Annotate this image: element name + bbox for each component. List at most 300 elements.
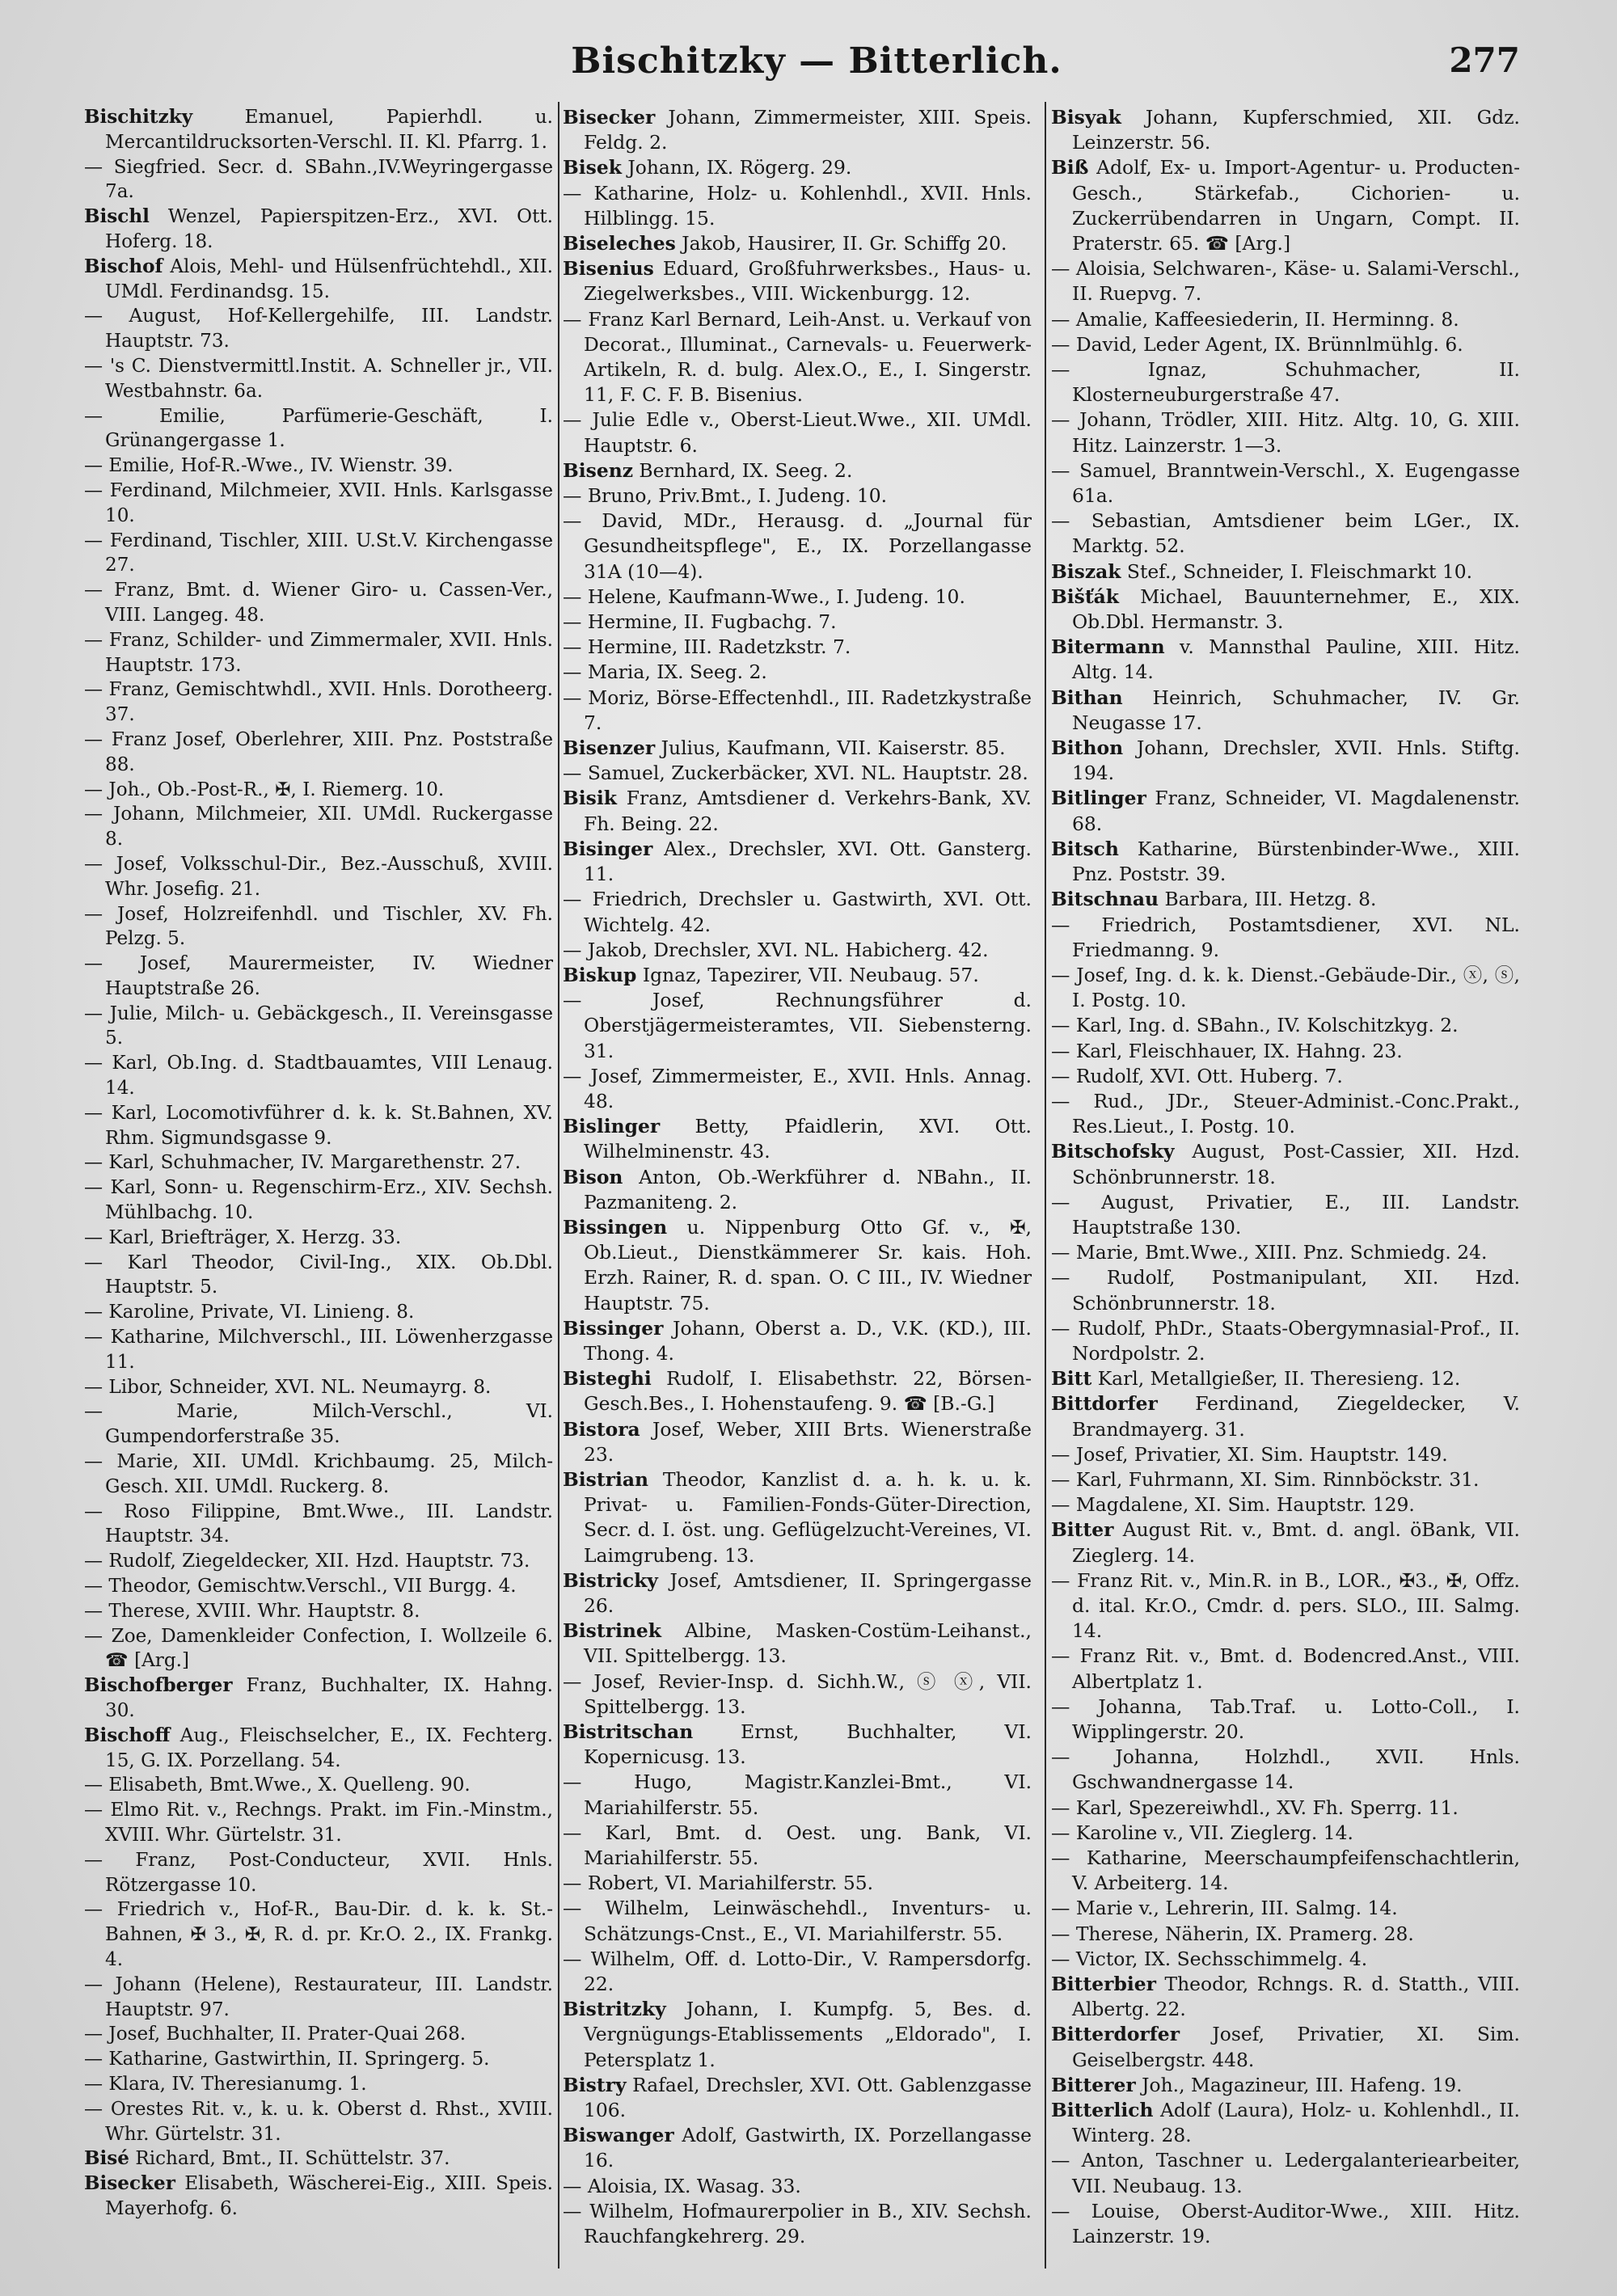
entry-surname: Biskup — [563, 963, 637, 986]
directory-entry — [84, 105, 553, 155]
entry-details: — Karoline, Private, VI. Linieng. 8. — [84, 1302, 415, 1323]
entry-details: v. Mannsthal Pauline, XIII. Hitz. Altg. 14. — [1072, 635, 1520, 684]
entry-details: — Friedrich, Drechsler u. Gastwirth, XVI. Ott. Wichtelg. 42. — [563, 888, 1032, 936]
directory-entry — [84, 2097, 553, 2147]
directory-entry — [84, 1798, 553, 1848]
entry-surname: Bisenz — [563, 458, 633, 482]
entry-details: — Julie, Milch- u. Gebäckgesch., II. Vereinsgasse 5. — [84, 1002, 553, 1049]
entry-details: — Johann, Milchmeier, XII. UMdl. Ruckergasse 8. — [84, 804, 553, 850]
directory-entry — [1051, 2199, 1520, 2249]
directory-entry — [1051, 1039, 1520, 1064]
entry-details: Franz, Schneider, VI. Magdalenenstr. 68. — [1072, 787, 1520, 835]
entry-details: Ernst, Buchhalter, VI. Kopernicusg. 13. — [584, 1720, 1032, 1769]
directory-entry — [84, 852, 553, 902]
entry-details: — Katharine, Meerschaumpfeifenschachtlerin, V. Arbeiterg. 14. — [1051, 1847, 1520, 1895]
directory-entry — [1051, 686, 1520, 736]
directory-entry — [84, 1450, 553, 1500]
directory-entry — [563, 1316, 1032, 1366]
entry-surname: Bisenius — [563, 257, 654, 281]
directory-entry — [1051, 1240, 1520, 1265]
entry-details: — Karoline v., VII. Zieglerg. 14. — [1051, 1821, 1353, 1844]
entry-surname: Biß — [1051, 156, 1089, 179]
page-header — [113, 36, 1520, 92]
entry-details: Adolf, Gastwirth, IX. Porzellangasse 16. — [584, 2124, 1032, 2172]
entry-details: — 's C. Dienstvermittl.Instit. A. Schneller jr., VII. Westbahnstr. 6a. — [84, 355, 553, 402]
entry-details: Josef, Amtsdiener, II. Springergasse 26. — [584, 1568, 1032, 1617]
directory-entry — [1051, 837, 1520, 887]
entry-details: — Jakob, Drechsler, XVI. NL. Habicherg. 42. — [563, 938, 989, 961]
entry-details: Theodor, Kanzlist d. a. h. k. u. k. Privat- u. Familien-Fonds-Güter-Direction, Secr. d. I. öst. ung. Geflügelzucht-Vereines, VI. Laimgrubeng. 13. — [584, 1467, 1032, 1567]
entry-details: — Josef, Volksschul-Dir., Bez.-Ausschuß, XVIII. Whr. Josefig. 21. — [84, 853, 553, 900]
entry-details: Rudolf, I. Elisabethstr. 22, Börsen-Gesch.Bes., I. Hohenstaufeng. 9. ☎ [B.-G.] — [584, 1367, 1032, 1416]
entry-details: — Karl, Fleischhauer, IX. Hahng. 23. — [1051, 1039, 1403, 1062]
entry-surname: Bitschofsky — [1051, 1140, 1175, 1163]
entry-surname: Bithon — [1051, 736, 1124, 760]
directory-entry — [563, 963, 1032, 988]
directory-entry — [563, 761, 1032, 786]
entry-details: — David, MDr., Herausg. d. „Journal für Gesundheitspflege", E., IX. Porzellangasse 31A (10—4). — [563, 509, 1032, 583]
directory-column-3 — [1051, 105, 1520, 2249]
directory-entry — [84, 1574, 553, 1599]
directory-entry — [1051, 407, 1520, 458]
directory-entry — [1051, 1089, 1520, 1139]
directory-entry — [84, 354, 553, 404]
directory-entry — [1051, 786, 1520, 836]
entry-surname: Bisek — [563, 156, 622, 179]
entry-details: — Maria, IX. Seeg. 2. — [563, 661, 767, 684]
entry-details: Johann, I. Kumpfg. 5, Bes. d. Vergnügungs-Etablissements „Eldorado", I. Petersplatz 1. — [584, 1998, 1032, 2071]
directory-entry — [563, 1997, 1032, 2073]
entry-details: — Karl, Spezereiwhdl., XV. Fh. Sperrg. 11. — [1051, 1796, 1459, 1819]
directory-entry — [1051, 357, 1520, 407]
entry-details: — Samuel, Zuckerbäcker, XVI. NL. Hauptstr. 28. — [563, 762, 1028, 785]
directory-entry — [84, 778, 553, 803]
directory-entry — [84, 1773, 553, 1798]
entry-details: Stef., Schneider, I. Fleischmarkt 10. — [1121, 559, 1473, 583]
directory-entry — [84, 728, 553, 778]
directory-entry — [1051, 1391, 1520, 1441]
entry-details: — Emilie, Hof-R.-Wwe., IV. Wienstr. 39. — [84, 455, 454, 477]
entry-details: — Louise, Oberst-Auditor-Wwe., XIII. Hitz. Lainzerstr. 19. — [1051, 2199, 1520, 2248]
entry-details: — Emilie, Parfümerie-Geschäft, I. Grünangergasse 1. — [84, 405, 553, 452]
entry-surname: Bisyak — [1051, 106, 1121, 129]
entry-details: — Franz, Bmt. d. Wiener Giro- u. Cassen-Ver., VIII. Langeg. 48. — [84, 580, 553, 626]
directory-entry — [84, 2171, 553, 2222]
directory-entry — [1051, 1467, 1520, 1492]
directory-entry — [1051, 1064, 1520, 1089]
entry-details: August, Post-Cassier, XII. Hzd. Schönbrunnerstr. 18. — [1072, 1140, 1520, 1188]
entry-details: Albine, Masken-Costüm-Leihanst., VII. Spittelbergg. 13. — [584, 1619, 1032, 1668]
entry-surname: Bisenzer — [563, 736, 656, 760]
directory-entry — [563, 938, 1032, 963]
directory-entry — [1051, 1190, 1520, 1240]
entry-surname: Bistricky — [563, 1568, 658, 1592]
entry-details: Emanuel, Papierhdl. u. Mercantildrucksorten-Verschl. II. Kl. Pfarrg. 1. — [105, 107, 553, 153]
entry-details: Michael, Bauunternehmer, E., XIX. Ob.Dbl. Hermanstr. 3. — [1072, 585, 1520, 634]
entry-details: — Josef, Zimmermeister, E., XVII. Hnls. Annag. 48. — [563, 1064, 1032, 1112]
directory-entry — [1051, 963, 1520, 1013]
entry-details: — Josef, Holzreifenhdl. und Tischler, XV. Fh. Pelzg. 5. — [84, 903, 553, 950]
entry-details: — Josef, Revier-Insp. d. Sichh.W., ⓢ ⓧ, VII. Spittelbergg. 13. — [563, 1669, 1032, 1718]
directory-entry — [84, 2022, 553, 2047]
entry-details: — David, Leder Agent, IX. Brünnlmühlg. 6. — [1051, 332, 1463, 356]
entry-details: — August, Privatier, E., III. Landstr. Hauptstraße 130. — [1051, 1190, 1520, 1239]
entry-surname: Biseleches — [563, 232, 676, 255]
entry-details: Barbara, III. Hetzg. 8. — [1159, 888, 1377, 911]
entry-details: — Josef, Ing. d. k. k. Dienst.-Gebäude-Dir., ⓧ, ⓢ, I. Postg. 10. — [1051, 963, 1520, 1012]
entry-surname: Bistrian — [563, 1467, 649, 1491]
directory-entry — [1051, 1492, 1520, 1517]
entry-details: Katharine, Bürstenbinder-Wwe., XIII. Pnz. Poststr. 39. — [1072, 837, 1520, 886]
directory-entry — [1051, 1366, 1520, 1391]
directory-entry — [563, 1947, 1032, 1997]
entry-details: Johann, Oberst a. D., V.K. (KD.), III. Thong. 4. — [584, 1316, 1032, 1365]
directory-entry — [84, 578, 553, 628]
entry-surname: Bison — [563, 1165, 623, 1188]
directory-entry — [84, 1226, 553, 1251]
directory-entry — [563, 1720, 1032, 1770]
entry-surname: Bitt — [1051, 1367, 1092, 1391]
entry-details: Alex., Drechsler, XVI. Ott. Gansterg. 11. — [584, 837, 1032, 886]
page-title: Bischitzky — Bitterlich. — [571, 40, 1062, 82]
entry-details: Johann, IX. Rögerg. 29. — [621, 156, 852, 179]
directory-entry — [563, 1619, 1032, 1669]
entry-details: Anton, Ob.-Werkführer d. NBahn., II. Pazmaniteng. 2. — [584, 1165, 1032, 1213]
directory-entry — [1051, 1972, 1520, 2022]
entry-surname: Bischofberger — [84, 1674, 233, 1697]
directory-entry — [563, 660, 1032, 685]
directory-entry — [84, 1051, 553, 1101]
entry-surname: Bitermann — [1051, 635, 1165, 659]
entry-details: Richard, Bmt., II. Schüttelstr. 37. — [129, 2148, 450, 2170]
directory-entry — [563, 2073, 1032, 2123]
entry-details: u. Nippenburg Otto Gf. v., ✠, Ob.Lieut., Dienstkämmerer Sr. kais. Hoh. Erzh. Rainer, R. d. span. O. C III., IV. Wiedner Hauptstr. 75. — [584, 1215, 1032, 1315]
entry-surname: Bisteghi — [563, 1367, 652, 1391]
directory-entry — [1051, 736, 1520, 786]
entry-details: — Samuel, Branntwein-Verschl., X. Eugengasse 61a. — [1051, 458, 1520, 508]
entry-details: — Karl Theodor, Civil-Ing., XIX. Ob.Dbl. Hauptstr. 5. — [84, 1251, 553, 1298]
entry-details: — Theodor, Gemischtw.Verschl., VII Burgg. 4. — [84, 1576, 517, 1597]
entry-surname: Biszak — [1051, 559, 1121, 583]
directory-entry — [84, 1251, 553, 1301]
directory-entry — [563, 1165, 1032, 1215]
directory-entry — [84, 255, 553, 305]
entry-surname: Bistry — [563, 2073, 627, 2096]
directory-entry — [563, 2199, 1032, 2249]
entry-details: — Rudolf, PhDr., Staats-Obergymnasial-Prof., II. Nordpolstr. 2. — [1051, 1316, 1520, 1365]
entry-details: — Josef, Rechnungsführer d. Oberstjägermeisteramtes, VII. Siebensterng. 31. — [563, 989, 1032, 1062]
directory-entry — [84, 155, 553, 205]
directory-entry — [84, 1399, 553, 1450]
entry-details: — Bruno, Priv.Bmt., I. Judeng. 10. — [563, 484, 888, 508]
entry-details: Joh., Magazineur, III. Hafeng. 19. — [1135, 2073, 1463, 2096]
entry-details: — Rud., JDr., Steuer-Administ.-Conc.Prakt., Res.Lieut., I. Postg. 10. — [1051, 1089, 1520, 1138]
entry-details: — Karl, Schuhmacher, IV. Margarethenstr. 27. — [84, 1152, 521, 1174]
entry-details: — Helene, Kaufmann-Wwe., I. Judeng. 10. — [563, 585, 965, 608]
directory-entry — [84, 404, 553, 454]
entry-details: — Anton, Taschner u. Ledergalanteriearbeiter, VII. Neubaug. 13. — [1051, 2149, 1520, 2197]
directory-entry — [84, 1673, 553, 1724]
directory-entry — [1051, 635, 1520, 685]
entry-details: — Johanna, Tab.Traf. u. Lotto-Coll., I. Wipplingerstr. 20. — [1051, 1695, 1520, 1743]
entry-details: — Wilhelm, Off. d. Lotto-Dir., V. Rampersdorfg. 22. — [563, 1947, 1032, 1996]
column-divider — [1045, 102, 1046, 2269]
directory-entry — [1051, 1695, 1520, 1745]
entry-surname: Bitschnau — [1051, 888, 1159, 911]
entry-details: Josef, Weber, XIII Brts. Wienerstraße 23. — [584, 1417, 1032, 1466]
entry-surname: Bisik — [563, 787, 617, 810]
entry-details: — August, Hof-Kellergehilfe, III. Landstr. Hauptstr. 73. — [84, 306, 553, 352]
entry-details: — Rudolf, Ziegeldecker, XII. Hzd. Hauptstr. 73. — [84, 1551, 530, 1572]
entry-details: — Sebastian, Amtsdiener beim LGer., IX. Marktg. 52. — [1051, 509, 1520, 558]
entry-details: — Aloisia, IX. Wasag. 33. — [563, 2174, 801, 2197]
directory-entry — [1051, 155, 1520, 256]
entry-details: Alois, Mehl- und Hülsenfrüchtehdl., XII. UMdl. Ferdinandsg. 15. — [105, 255, 553, 302]
directory-entry — [563, 585, 1032, 610]
entry-details: — Karl, Briefträger, X. Herzg. 33. — [84, 1226, 402, 1248]
entry-details: — Magdalene, XI. Sim. Hauptstr. 129. — [1051, 1493, 1415, 1517]
directory-entry — [563, 458, 1032, 483]
entry-details: — Julie Edle v., Oberst-Lieut.Wwe., XII. UMdl. Hauptstr. 6. — [563, 408, 1032, 457]
directory-entry — [1051, 585, 1520, 635]
entry-surname: Bistrinek — [563, 1619, 661, 1643]
directory-entry — [84, 1150, 553, 1175]
entry-details: Johann, Drechsler, XVII. Hnls. Stiftg. 194. — [1072, 736, 1520, 785]
directory-entry — [563, 837, 1032, 887]
entry-details: — Aloisia, Selchwaren-, Käse- u. Salami-Verschl., II. Ruepvg. 7. — [1051, 257, 1520, 306]
entry-surname: Bitterbier — [1051, 1973, 1156, 1996]
entry-surname: Bitsch — [1051, 837, 1119, 860]
entry-surname: Bitterer — [1051, 2073, 1136, 2096]
directory-entry — [563, 155, 1032, 180]
directory-entry — [563, 407, 1032, 458]
entry-surname: Bistritschan — [563, 1720, 694, 1743]
entry-details: — Friedrich v., Hof-R., Bau-Dir. d. k. k. St.-Bahnen, ✠ 3., ✠, R. d. pr. Kr.O. 2., IX. Frankg. 4. — [84, 1899, 553, 1970]
directory-entry — [563, 1669, 1032, 1720]
entry-details: Ignaz, Tapezirer, VII. Neubaug. 57. — [636, 963, 979, 986]
entry-details: Johann, Zimmermeister, XIII. Speis. Feldg. 2. — [584, 106, 1032, 154]
entry-details: Aug., Fleischselcher, E., IX. Fechterg. 15, G. IX. Porzellang. 54. — [105, 1724, 553, 1771]
directory-entry — [1051, 1821, 1520, 1846]
entry-surname: Bisinger — [563, 837, 653, 860]
entry-details: — Klara, IV. Theresianumg. 1. — [84, 2073, 367, 2095]
entry-details: — Katharine, Gastwirthin, II. Springerg. 5. — [84, 2049, 490, 2070]
directory-entry — [563, 1896, 1032, 1946]
directory-entry — [563, 786, 1032, 836]
entry-details: — Franz, Post-Conducteur, XVII. Hnls. Rötzergasse 10. — [84, 1849, 553, 1896]
entry-details: Wenzel, Papierspitzen-Erz., XVI. Ott. Hoferg. 18. — [105, 206, 553, 252]
directory-entry — [1051, 1517, 1520, 1568]
directory-entry — [563, 181, 1032, 231]
directory-entry — [84, 1848, 553, 1898]
directory-entry — [563, 988, 1032, 1064]
directory-entry — [563, 686, 1032, 736]
entry-surname: Bischitzky — [84, 106, 193, 128]
directory-entry — [84, 952, 553, 1002]
entry-surname: Bischof — [84, 255, 163, 277]
entry-details: — Franz Josef, Oberlehrer, XIII. Pnz. Poststraße 88. — [84, 728, 553, 775]
directory-entry — [1051, 559, 1520, 585]
directory-entry — [563, 2174, 1032, 2199]
directory-column-2 — [563, 105, 1032, 2249]
entry-details: — Franz Karl Bernard, Leih-Anst. u. Verkauf von Decorat., Illuminat., Carnevals- u. Feuerwerk-Artikeln, R. d. bulg. Alex.O., E., I. Singerstr. 11, F. C. F. B. Bisenius. — [563, 307, 1032, 407]
directory-entry — [1051, 1796, 1520, 1821]
directory-entry — [84, 1624, 553, 1674]
directory-entry — [1051, 509, 1520, 559]
entry-surname: Bistritzky — [563, 1998, 666, 2021]
entry-details: — Joh., Ob.-Post-R., ✠, I. Riemerg. 10. — [84, 779, 445, 800]
entry-details: — Elmo Rit. v., Rechngs. Prakt. im Fin.-Minstm., XVIII. Whr. Gürtelstr. 31. — [84, 1800, 553, 1846]
entry-details: Elisabeth, Wäscherei-Eig., XIII. Speis. Mayerhofg. 6. — [105, 2173, 553, 2219]
directory-entry — [1051, 1644, 1520, 1694]
entry-details: — Marie, Milch-Verschl., VI. Gumpendorferstraße 35. — [84, 1401, 553, 1448]
entry-surname: Bistora — [563, 1417, 640, 1441]
entry-details: — Roso Filippine, Bmt.Wwe., III. Landstr. Hauptstr. 34. — [84, 1500, 553, 1547]
directory-entry — [563, 2123, 1032, 2173]
directory-entry — [1051, 105, 1520, 155]
entry-details: — Marie, Bmt.Wwe., XIII. Pnz. Schmiedg. 24. — [1051, 1241, 1488, 1264]
directory-entry — [563, 105, 1032, 155]
entry-details: — Johann, Trödler, XIII. Hitz. Altg. 10, G. XIII. Hitz. Lainzerstr. 1—3. — [1051, 408, 1520, 457]
entry-details: — Rudolf, XVI. Ott. Huberg. 7. — [1051, 1064, 1343, 1087]
directory-entry — [1051, 1265, 1520, 1315]
column-divider — [558, 102, 559, 2269]
directory-entry — [1051, 332, 1520, 357]
entry-surname: Bittdorfer — [1051, 1392, 1158, 1416]
entry-details: Karl, Metallgießer, II. Theresieng. 12. — [1091, 1367, 1461, 1391]
entry-details: — Victor, IX. Sechsschimmelg. 4. — [1051, 1947, 1368, 1970]
entry-details: — Katharine, Milchverschl., III. Löwenherzgasse 11. — [84, 1327, 553, 1373]
directory-entry — [563, 1114, 1032, 1164]
directory-entry — [84, 1599, 553, 1624]
entry-details: Ferdinand, Ziegeldecker, V. Brandmayerg. 31. — [1072, 1392, 1520, 1441]
entry-details: — Hermine, III. Radetzkstr. 7. — [563, 635, 851, 659]
directory-entry — [84, 205, 553, 255]
directory-entry — [84, 1325, 553, 1375]
entry-details: — Marie v., Lehrerin, III. Salmg. 14. — [1051, 1897, 1398, 1920]
entry-details: — Hugo, Magistr.Kanzlei-Bmt., VI. Mariahilferstr. 55. — [563, 1771, 1032, 1819]
directory-entry — [1051, 1846, 1520, 1896]
entry-details: August Rit. v., Bmt. d. angl. öBank, VII. Zieglerg. 14. — [1072, 1518, 1520, 1567]
entry-details: Franz, Buchhalter, IX. Hahng. 30. — [105, 1675, 553, 1721]
directory-entry — [1051, 1139, 1520, 1189]
entry-details: Theodor, Rchngs. R. d. Statth., VIII. Albertg. 22. — [1072, 1973, 1520, 2021]
directory-entry — [563, 736, 1032, 761]
entry-details: — Katharine, Holz- u. Kohlenhdl., XVII. Hnls. Hilblingg. 15. — [563, 181, 1032, 230]
entry-details: — Wilhelm, Leinwäschehdl., Inventurs- u. Schätzungs-Cnst., E., VI. Mariahilferstr. 55. — [563, 1897, 1032, 1945]
entry-details: Josef, Privatier, XI. Sim. Geiselbergstr. 448. — [1072, 2023, 1520, 2071]
directory-entry — [1051, 256, 1520, 306]
directory-entry — [1051, 887, 1520, 912]
directory-entry — [563, 256, 1032, 306]
entry-details: — Karl, Fuhrmann, XI. Sim. Rinnböckstr. 31. — [1051, 1467, 1480, 1491]
directory-entry — [563, 1568, 1032, 1619]
entry-details: — Johann (Helene), Restaurateur, III. Landstr. Hauptstr. 97. — [84, 1973, 553, 2020]
entry-surname: Bitterlich — [1051, 2099, 1154, 2122]
directory-entry — [563, 1821, 1032, 1871]
entry-details: Adolf (Laura), Holz- u. Kohlenhdl., II. Winterg. 28. — [1072, 2099, 1520, 2147]
entry-surname: Bissinger — [563, 1316, 664, 1340]
entry-details: — Karl, Ing. d. SBahn., IV. Kolschitzkyg. 2. — [1051, 1014, 1459, 1037]
directory-entry — [1051, 2098, 1520, 2148]
entry-details: — Libor, Schneider, XVI. NL. Neumayrg. 8. — [84, 1376, 492, 1398]
directory-entry — [1051, 1947, 1520, 1972]
entry-details: — Ferdinand, Milchmeier, XVII. Hnls. Karlsgasse 10. — [84, 479, 553, 526]
directory-entry — [1051, 2148, 1520, 2198]
entry-details: — Franz Rit. v., Min.R. in B., LOR., ✠3., ✠, Offz. d. ital. Kr.O., Cmdr. d. pers. SLO., III. Salmg. 14. — [1051, 1568, 1520, 1643]
directory-entry — [1051, 2022, 1520, 2072]
directory-entry — [1051, 1013, 1520, 1038]
entry-surname: Bitter — [1051, 1518, 1114, 1542]
directory-entry — [563, 509, 1032, 585]
directory-entry — [84, 677, 553, 728]
entry-details: Heinrich, Schuhmacher, IV. Gr. Neugasse 17. — [1072, 686, 1520, 734]
entry-details: — Friedrich, Postamtsdiener, XVI. NL. Friedmanng. 9. — [1051, 913, 1520, 961]
entry-surname: Bitlinger — [1051, 787, 1146, 810]
directory-entry — [563, 1366, 1032, 1416]
entry-surname: Bislinger — [563, 1115, 661, 1138]
directory-entry — [84, 304, 553, 354]
directory-entry — [84, 1897, 553, 1972]
directory-entry — [84, 2146, 553, 2171]
entry-details: Rafael, Drechsler, XVI. Ott. Gablenzgasse 106. — [584, 2073, 1032, 2122]
entry-details: — Josef, Maurermeister, IV. Wiedner Hauptstraße 26. — [84, 953, 553, 999]
directory-entry — [563, 887, 1032, 937]
entry-surname: Bisé — [84, 2147, 129, 2170]
entry-details: Julius, Kaufmann, VII. Kaiserstr. 85. — [655, 736, 1006, 760]
directory-entry — [84, 1549, 553, 1574]
entry-details: — Josef, Buchhalter, II. Prater-Quai 268. — [84, 2024, 467, 2045]
directory-entry — [1051, 1745, 1520, 1795]
directory-entry — [84, 1724, 553, 1774]
entry-details: — Karl, Bmt. d. Oest. ung. Bank, VI. Mariahilferstr. 55. — [563, 1821, 1032, 1870]
directory-entry — [1051, 458, 1520, 509]
entry-details: — Siegfried. Secr. d. SBahn.,IV.Weyringergasse 7a. — [84, 156, 553, 203]
entry-surname: Bitterdorfer — [1051, 2023, 1180, 2046]
page-number: 277 — [1449, 40, 1520, 80]
entry-details: — Marie, XII. UMdl. Krichbaumg. 25, Milch-Gesch. XII. UMdl. Ruckerg. 8. — [84, 1451, 553, 1497]
entry-details: — Elisabeth, Bmt.Wwe., X. Quelleng. 90. — [84, 1775, 471, 1796]
directory-entry — [563, 307, 1032, 408]
directory-entry — [563, 1417, 1032, 1467]
entry-surname: Biswanger — [563, 2124, 674, 2147]
entry-surname: Bischoff — [84, 1724, 171, 1746]
directory-entry — [1051, 307, 1520, 332]
entry-surname: Bišťák — [1051, 585, 1119, 608]
directory-entry — [563, 1064, 1032, 1114]
directory-entry — [1051, 1568, 1520, 1644]
directory-entry — [84, 1175, 553, 1226]
directory-entry — [84, 1500, 553, 1550]
entry-details: — Orestes Rit. v., k. u. k. Oberst d. Rhst., XVIII. Whr. Gürtelstr. 31. — [84, 2098, 553, 2145]
directory-entry — [1051, 1442, 1520, 1467]
directory-entry — [84, 454, 553, 479]
entry-details: — Josef, Privatier, XI. Sim. Hauptstr. 149. — [1051, 1442, 1448, 1466]
directory-entry — [84, 628, 553, 678]
entry-surname: Bischl — [84, 205, 150, 228]
entry-details: Jakob, Hausirer, II. Gr. Schiffg 20. — [675, 232, 1007, 255]
entry-details: — Johanna, Holzhdl., XVII. Hnls. Gschwandnergasse 14. — [1051, 1745, 1520, 1794]
entry-details: — Moriz, Börse-Effectenhdl., III. Radetzkystraße 7. — [563, 686, 1032, 734]
entry-details: Adolf, Ex- u. Import-Agentur- u. Producten-Gesch., Stärkefab., Cichorien- u. Zuckerrübendarren in Ungarn, Compt. II. Praterstr. 65. ☎ [Arg.] — [1072, 156, 1520, 255]
entry-details: — Franz, Schilder- und Zimmermaler, XVII. Hnls. Hauptstr. 173. — [84, 629, 553, 676]
directory-entry — [84, 1002, 553, 1052]
entry-surname: Bisecker — [563, 106, 656, 129]
entry-details: — Ignaz, Schuhmacher, II. Klosterneuburgerstraße 47. — [1051, 358, 1520, 407]
directory-entry — [84, 1375, 553, 1400]
directory-column-1 — [84, 105, 553, 2222]
directory-entry — [84, 2072, 553, 2097]
